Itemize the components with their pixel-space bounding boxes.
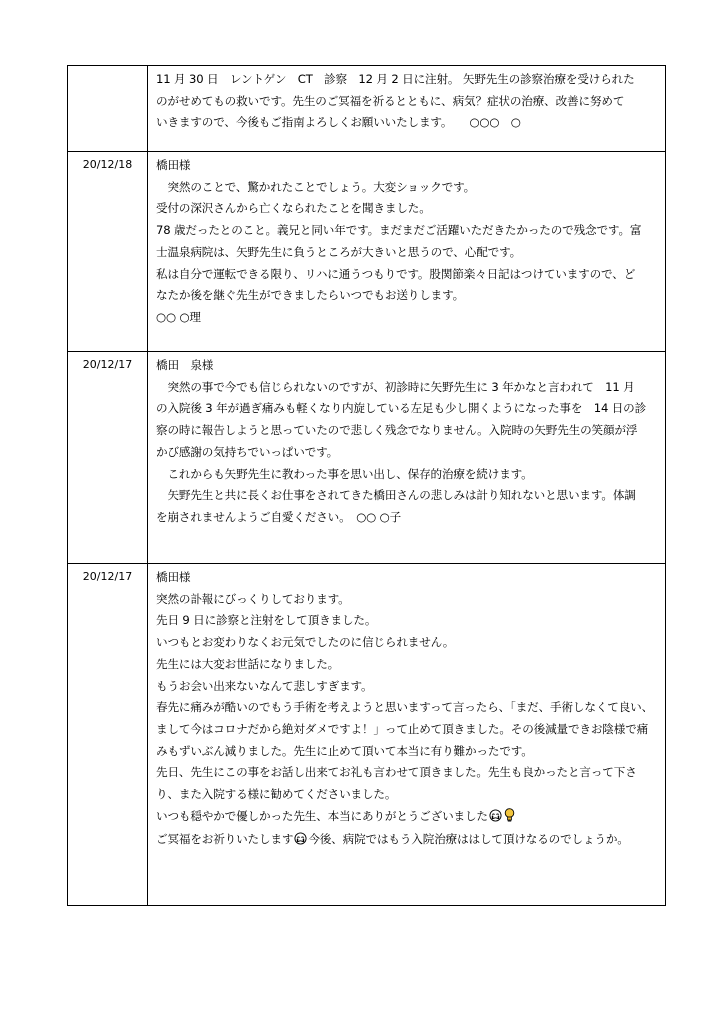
entry-line: を崩されませんようご自愛ください。 ○○ ○子 — [156, 509, 402, 524]
entry-line: まして今はコロナだから絶対ダメですよ！」って止めて頂きました。その後減量できお陰様で痛 — [156, 721, 649, 736]
entry-line: みもずいぶん減りました。先生に止めて頂いて本当に有り難かったです。 — [156, 743, 533, 758]
entry-line-text: 今後、病院ではもう入院治療ははして頂けなるのでしょうか。 — [308, 832, 629, 847]
entry-line: 11 月 30 日 レントゲン CT 診察 12 月 2 日に注射。 矢野先生の診察治療を受けられた — [156, 72, 635, 86]
entry-body — [148, 564, 666, 906]
entry-line: 春先に痛みが酷いのでもう手術を考えようと思いますって言ったら、「まだ、手術しなくて良い、 — [156, 700, 654, 715]
entry-date: 20/12/17 — [68, 352, 148, 564]
entry-line: 受付の深沢さんから亡くなられたことを聞きました。 — [156, 201, 431, 216]
entry-date — [68, 66, 148, 152]
recipient-name: 橋田様 — [156, 570, 191, 584]
message-table — [67, 65, 666, 906]
lightbulb-icon — [504, 808, 515, 830]
entry-line: 矢野先生と共に長くお仕事をされてきた橋田さんの悲しみは計り知れないと思います。体調 — [156, 488, 636, 503]
entry-body — [148, 66, 666, 152]
entry-line: なたか後を継ぐ先生ができましたらいつでもお送りします。 — [156, 288, 465, 303]
table-row — [68, 66, 666, 152]
entry-line: 先日 9 日に診察と注射をして頂きました。 — [156, 613, 377, 628]
entry-line: いつもとお変わりなくお元気でしたのに信じられません。 — [156, 635, 455, 650]
entry-body — [148, 352, 666, 564]
entry-line: 先日、先生にこの事をお話し出来てお礼も言わせて頂きました。先生も良かったと言って下さ — [156, 765, 637, 780]
entry-line: の入院後 3 年が過ぎ痛みも軽くなり内旋している左足も少し開くようになった事を 14 日の診 — [156, 401, 647, 416]
table-row — [68, 564, 666, 906]
entry-line: 突然の事で今でも信じられないのですが、初診時に矢野先生に 3 年かなと言われて 11 月 — [156, 379, 635, 394]
entry-date: 20/12/18 — [68, 152, 148, 352]
table-row — [68, 152, 666, 352]
crying-face-icon — [294, 831, 307, 853]
entry-line: 突然のことで、驚かれたことでしょう。大変ショックです。 — [156, 179, 476, 194]
entry-line-text: いつも穏やかで優しかった先生、本当にありがとうございました — [156, 808, 488, 823]
entry-line: 私は自分で運転できる限り、リハに通うつもりです。股関節楽々日記はつけていますので、ど — [156, 266, 636, 281]
entry-line: かび感謝の気持ちでいっぱいです。 — [156, 444, 339, 459]
entry-line: 突然の訃報にびっくりしております。 — [156, 591, 350, 606]
entry-line: 78 歳だったとのこと。義兄と同い年です。まだまだご活躍いただきたかったので残念です。富 — [156, 223, 642, 238]
entry-line-text: ご冥福をお祈りいたします — [156, 832, 294, 847]
recipient-name: 橋田様 — [156, 158, 191, 172]
recipient-name: 橋田 泉様 — [156, 358, 214, 372]
entry-line: 士温泉病院は、矢野先生に負うところが大きいと思うので、心配です。 — [156, 244, 522, 259]
entry-line: り、また入院する様に勧めてくださいました。 — [156, 787, 397, 802]
crying-face-icon — [489, 808, 502, 830]
table-row — [68, 352, 666, 564]
entry-line — [156, 829, 661, 853]
entry-line: これからも矢野先生に教わった事を思い出し、保存的治療を続けます。 — [156, 466, 533, 481]
signature: ○○ ○理 — [156, 309, 201, 324]
entry-line: もうお会い出来ないなんて悲しすぎます。 — [156, 678, 373, 693]
entry-date: 20/12/17 — [68, 564, 148, 906]
entry-line — [156, 806, 661, 830]
entry-body — [148, 152, 666, 352]
entry-line: 察の時に報告しようと思っていたので悲しく残念でなりません。入院時の矢野先生の笑顔が浮 — [156, 423, 638, 438]
entry-line: のがせめてもの救いです。先生のご冥福を祈るとともに、病気？症状の治療、改善に努めて — [156, 93, 625, 108]
entry-line: いきますので、今後もご指南よろしくお願いいたします。 ○○○ ○ — [156, 115, 521, 130]
entry-line: 先生には大変お世話になりました。 — [156, 656, 340, 671]
